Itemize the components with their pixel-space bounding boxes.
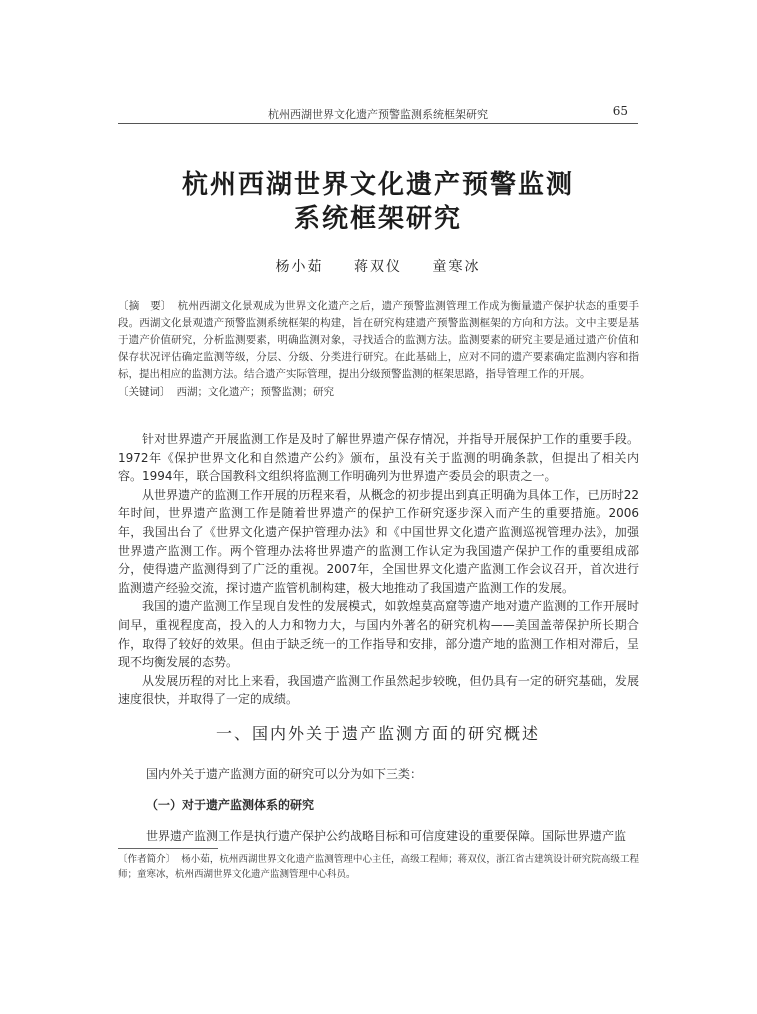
author-list: [118, 256, 638, 276]
body-paragraph-5: 世界遗产监测工作是执行遗产保护公约战略目标和可信度建设的重要保障。国际世界遗产监: [146, 829, 627, 843]
abstract-paragraph: [118, 298, 639, 383]
title-line-2: 系统框架研究: [293, 204, 462, 234]
footnote-text: 杨小茹，杭州西湖世界文化遗产监测管理中心主任，高级工程师；蒋双仪，浙江省古建筑设计研究院高级工程师；童寒冰，杭州西湖世界文化遗产监测管理中心科员。: [118, 854, 639, 880]
author-3: 童寒冰: [432, 259, 481, 275]
section-heading: 一、国内外关于遗产监测方面的研究概述: [215, 724, 540, 743]
subsection-heading: （一）对于遗产监测体系的研究: [146, 798, 315, 812]
keywords-label: 〔关键词〕: [118, 386, 171, 398]
keywords-paragraph: [118, 384, 639, 401]
section-intro: 国内外关于遗产监测方面的研究可以分为如下三类：: [146, 767, 423, 781]
body-paragraph-4: 从发展历程的对比上来看，我国遗产监测工作虽然起步较晚，但仍具有一定的研究基础，发展速度很快，并取得了一定的成绩。: [118, 673, 639, 707]
abstract-label: 〔摘 要〕: [118, 300, 172, 312]
running-header: [118, 103, 638, 124]
footnote-divider: [118, 848, 218, 849]
footnote-label: 〔作者简介〕: [118, 854, 176, 865]
body-paragraph-2: 从世界遗产的监测工作开展的历程来看，从概念的初步提出到真正明确为具体工作，已历时22年时间，世界遗产监测工作是随着世界遗产的保护工作研究逐步深入而产生的重要措施。2006年，我国出台了《世界文化遗产保护管理办法》和《中国世界文化遗产监测巡视管理办法》，加强世界遗产监测工作。两个管理办法将世界遗产的监测工作认定为我国遗产保护工作的重要组成部分，使得遗产监测得到了广泛的重视。2007年，全国世界文化遗产监测工作会议召开，首次进行监测遗产经验交流，探讨遗产监管机制构建，极大地推动了我国遗产监测工作的发展。: [118, 487, 639, 595]
abstract-text: 杭州西湖文化景观成为世界文化遗产之后，遗产预警监测管理工作成为衡量遗产保护状态的重要手段。西湖文化景观遗产预警监测系统框架的构建，旨在研究构建遗产预警监测框架的方向和方法。文中主要是基于遗产价值研究，分析监测要素，明确监测对象，寻找适合的监测方法。监测要素的研究主要是通过遗产价值和保存状况评估确定监测等级，分层、分级、分类进行研究。在此基础上，应对不同的遗产要素确定监测内容和指标，提出相应的监测方法。结合遗产实际管理，提出分级预警监测的框架思路，指导管理工作的开展。: [118, 300, 639, 380]
abstract-block: [118, 298, 639, 401]
author-footnote: [118, 852, 639, 882]
article-title: [118, 168, 638, 236]
body-paragraph-3: 我国的遗产监测工作呈现自发性的发展模式，如敦煌莫高窟等遗产地对遗产监测的工作开展时间早，重视程度高，投入的人力和物力大，与国内外著名的研究机构——美国盖蒂保护所长期合作，取得了较好的效果。但由于缺乏统一的工作指导和安排，部分遗产地的监测工作相对滞后，呈现不均衡发展的态势。: [118, 599, 639, 670]
footnote-paragraph: [118, 852, 639, 882]
body-text: [118, 430, 639, 709]
title-line-1: 杭州西湖世界文化遗产预警监测: [181, 170, 574, 200]
page-number: 65: [612, 104, 628, 118]
author-2: 蒋双仪: [354, 259, 402, 275]
running-title: 杭州西湖世界文化遗产预警监测系统框架研究: [268, 108, 488, 121]
keywords-text: 西湖；文化遗产；预警监测；研究: [176, 386, 334, 398]
author-1: 杨小茹: [275, 259, 324, 275]
body-paragraph-1: 针对世界遗产开展监测工作是及时了解世界遗产保存情况，并指导开展保护工作的重要手段。1972年《保护世界文化和自然遗产公约》颁布，虽没有关于监测的明确条款，但提出了相关内容。1994年，联合国教科文组织将监测工作明确列为世界遗产委员会的职责之一。: [118, 432, 639, 484]
